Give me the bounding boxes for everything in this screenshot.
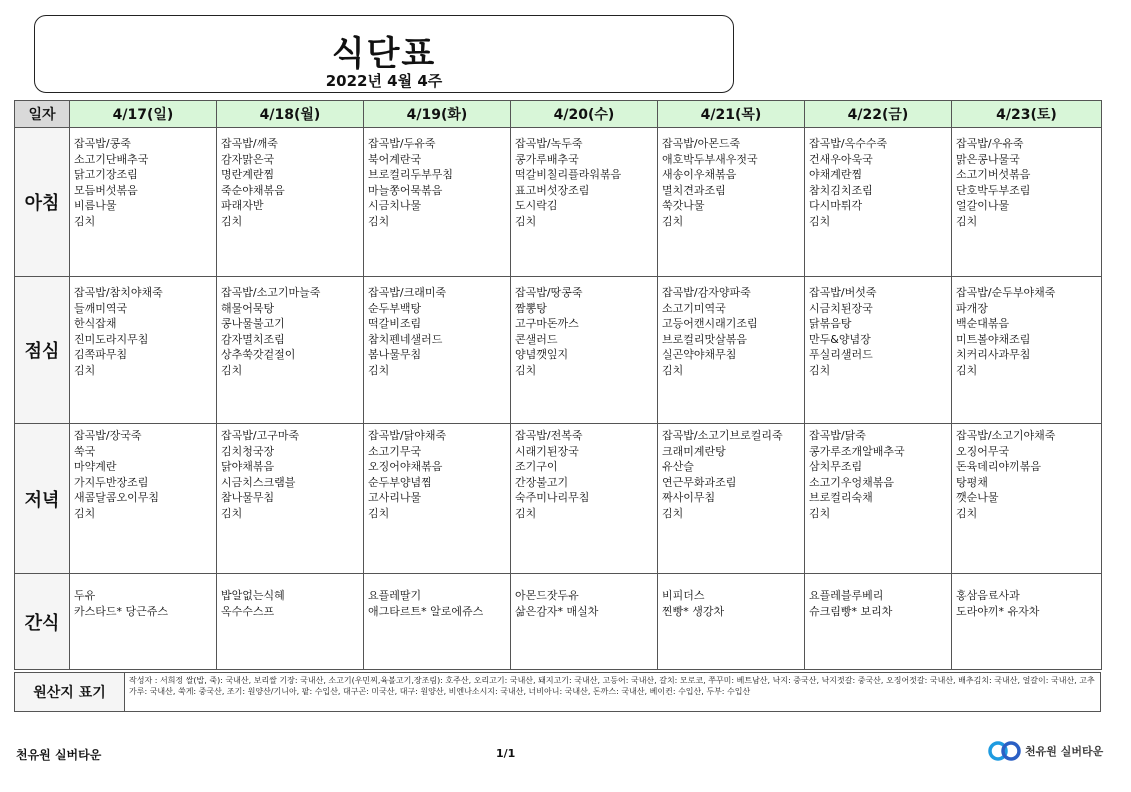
menu-cell: [70, 277, 217, 424]
menu-item: 김치: [368, 363, 390, 377]
meal-label: 아침: [15, 128, 70, 277]
menu-item: 잡곡밥/순두부야채죽: [956, 286, 1056, 299]
menu-item: 김치: [221, 506, 243, 520]
menu-item: 잡곡밥/땅콩죽: [515, 286, 583, 299]
menu-item: 찐빵* 생강차: [662, 604, 725, 618]
menu-cell: [511, 424, 658, 574]
menu-cell: [805, 128, 952, 277]
menu-item: 해물어묵탕: [221, 301, 275, 315]
menu-item: 고등어캔시래기조림: [662, 317, 758, 330]
menu-item: 감자멸치조림: [221, 332, 285, 346]
menu-item: 김치: [74, 363, 96, 377]
menu-cell: [70, 128, 217, 277]
day-header: 4/22(금): [805, 101, 952, 128]
menu-item: 잡곡밥/옥수수죽: [809, 137, 888, 150]
menu-item: 참치김치조림: [809, 183, 873, 197]
meal-label: 저녁: [15, 424, 70, 574]
menu-item: 김치청국장: [221, 444, 275, 458]
menu-cell: [952, 128, 1102, 277]
origin-table: [14, 672, 1101, 712]
menu-item: 잡곡밥/깨죽: [221, 137, 278, 150]
menu-item: 잡곡밥/우유죽: [956, 137, 1024, 150]
menu-item: 김치: [221, 363, 243, 377]
menu-item: 다시마튀각: [809, 199, 863, 212]
menu-item: 야채계란찜: [809, 168, 863, 181]
day-header: 4/20(수): [511, 101, 658, 128]
menu-item: 콩가루조개알배추국: [809, 444, 905, 458]
day-header: 4/19(화): [364, 101, 511, 128]
menu-item: 브로컬리두부무침: [368, 168, 454, 181]
week-label: 2022년 4월 4주: [325, 72, 443, 90]
menu-cell: [511, 574, 658, 670]
menu-item: 잡곡밥/소고기마늘죽: [221, 286, 321, 299]
menu-item: 소고기우엉채볶음: [809, 475, 895, 489]
menu-cell: [364, 277, 511, 424]
day-header: 4/17(일): [70, 101, 217, 128]
menu-item: 만두&양념장: [809, 332, 871, 346]
menu-item: 시금치나물: [368, 199, 422, 212]
menu-item: 깻순나물: [956, 491, 999, 504]
menu-item: 백순대볶음: [956, 317, 1010, 330]
menu-item: 파래자반: [221, 199, 264, 212]
menu-item: 브로컬리맛살볶음: [662, 332, 748, 346]
menu-item: 잡곡밥/닭죽: [809, 429, 866, 442]
menu-item: 김치: [368, 214, 390, 228]
menu-item: 들깨미역국: [74, 301, 128, 315]
menu-cell: [217, 424, 364, 574]
menu-cell: [952, 574, 1102, 670]
menu-item: 죽순야채볶음: [221, 183, 285, 197]
meal-row: [15, 574, 1102, 670]
menu-item: 새송이우채볶음: [662, 168, 737, 181]
menu-item: 아몬드잣두유: [515, 589, 579, 602]
org-name: 천유원 실버타운: [16, 748, 102, 762]
menu-item: 상추쑥갓겉절이: [221, 348, 296, 361]
menu-item: 북어계란국: [368, 152, 422, 166]
menu-item: 잡곡밥/두유죽: [368, 137, 436, 150]
menu-item: 쑥국: [74, 444, 96, 458]
menu-item: 오징어야채볶음: [368, 460, 443, 473]
menu-item: 표고버섯장조림: [515, 183, 590, 197]
menu-item: 순두부양념찜: [368, 475, 432, 489]
menu-item: 콘샐러드: [515, 332, 558, 346]
menu-cell: [217, 128, 364, 277]
logo-text: 천유원 실버타운: [1025, 745, 1104, 758]
menu-cell: [658, 424, 805, 574]
menu-item: 조기구이: [515, 460, 558, 473]
menu-item: 비름나물: [74, 199, 117, 212]
menu-cell: [511, 277, 658, 424]
menu-item: 마늘쫑어묵볶음: [368, 183, 443, 197]
meal-row: [15, 277, 1102, 424]
menu-item: 잡곡밥/전복죽: [515, 429, 583, 442]
menu-item: 잡곡밥/닭야채죽: [368, 429, 447, 442]
menu-cell: [952, 277, 1102, 424]
menu-item: 김치: [662, 363, 684, 377]
menu-item: 소고기단배추국: [74, 152, 149, 166]
menu-item: 짬뽕탕: [515, 301, 547, 315]
menu-item: 떡갈비조림: [368, 317, 422, 330]
menu-item: 잡곡밥/버섯죽: [809, 286, 877, 299]
menu-item: 실곤약야채무침: [662, 348, 737, 361]
meal-label: 간식: [15, 574, 70, 670]
menu-item: 잡곡밥/장국죽: [74, 429, 142, 442]
menu-item: 삶은감자* 매실차: [515, 604, 599, 618]
menu-item: 슈크림빵* 보리차: [809, 604, 893, 618]
menu-item: 비피더스: [662, 589, 705, 602]
menu-cell: [217, 574, 364, 670]
menu-item: 유산슬: [662, 460, 694, 473]
menu-item: 치커리사과무침: [956, 348, 1031, 361]
menu-item: 김치: [956, 363, 978, 377]
menu-item: 봄나물무침: [368, 348, 422, 361]
menu-item: 도시락김: [515, 199, 558, 212]
menu-item: 닭고기장조림: [74, 168, 138, 181]
menu-item: 잡곡밥/녹두죽: [515, 137, 583, 150]
menu-item: 건새우아욱국: [809, 152, 873, 166]
menu-item: 고사리나물: [368, 491, 422, 504]
menu-table: [14, 100, 1102, 670]
page-title: 식단표: [331, 34, 437, 74]
menu-cell: [658, 128, 805, 277]
menu-item: 삼치무조림: [809, 460, 863, 473]
menu-item: 잡곡밥/참치야채죽: [74, 286, 163, 299]
menu-cell: [364, 574, 511, 670]
menu-item: 명란계란찜: [221, 168, 275, 181]
menu-item: 브로컬리숙채: [809, 491, 873, 504]
menu-item: 멸치견과조림: [662, 183, 726, 197]
menu-item: 참치펜네샐러드: [368, 332, 443, 346]
title-box: [34, 15, 734, 93]
menu-item: 짜사이무침: [662, 491, 716, 504]
menu-item: 김치: [809, 214, 831, 228]
menu-item: 콩나물불고기: [221, 317, 285, 330]
menu-item: 크래미계란탕: [662, 444, 726, 458]
menu-item: 미트볼야채조림: [956, 332, 1031, 346]
menu-cell: [805, 277, 952, 424]
menu-item: 도라야끼* 유자차: [956, 604, 1040, 618]
menu-item: 푸실리샐러드: [809, 348, 873, 361]
menu-cell: [217, 277, 364, 424]
menu-item: 김치: [662, 506, 684, 520]
menu-item: 요플레블루베리: [809, 589, 884, 602]
logo-icon: [988, 740, 1022, 762]
menu-item: 잡곡밥/크래미죽: [368, 286, 447, 299]
menu-item: 참나물무침: [221, 491, 275, 504]
menu-item: 옥수수스프: [221, 604, 275, 618]
menu-item: 닭볶음탕: [809, 317, 852, 330]
org-logo: [988, 740, 1103, 762]
day-header: 4/21(목): [658, 101, 805, 128]
menu-item: 김치: [515, 214, 537, 228]
origin-label: 원산지 표기: [15, 673, 125, 712]
menu-item: 두유: [74, 589, 96, 602]
menu-item: 돈육데리야끼볶음: [956, 460, 1042, 473]
menu-item: 김치: [956, 506, 978, 520]
menu-item: 숙주미나리무침: [515, 491, 590, 504]
menu-item: 탕평채: [956, 475, 988, 489]
menu-item: 잡곡밥/소고기야채죽: [956, 429, 1056, 442]
menu-item: 연근무화과조림: [662, 475, 737, 489]
menu-item: 김치: [515, 506, 537, 520]
menu-cell: [658, 277, 805, 424]
menu-item: 시금치스크램블: [221, 475, 296, 489]
menu-item: 김쪽파무침: [74, 348, 128, 361]
menu-item: 가지두반장조림: [74, 475, 149, 489]
menu-item: 김치: [662, 214, 684, 228]
origin-text: 작성자 : 서희정 쌀(밥, 죽): 국내산, 보리쌀 기장: 국내산, 소고기(우민찌,육볼고기,장조림): 호주산, 오리고기: 국내산, 돼지고기: 국내산, 고등어: 국내산, 갈치: 모로코, 쭈꾸미: 베트남산, 낙지: 중국산, 낙지젓갈: 중국산, 오징어젓갈: 국내산, 배추김치: 국내산, 얼갈이: 국내산, 고추가루: 국내산, 쑥게: 중국산, 조기: 원양산/기니아, 팥: 수입산, 대구곤: 미국산, 대구: 원양산, 비엔나소시지: 국내산, 너비아니: 국내산, 돈까스: 국내산, 베이컨: 수입산, 두부: 수입산: [125, 673, 1101, 712]
menu-item: 고구마돈까스: [515, 317, 579, 330]
menu-item: 애호박두부새우젓국: [662, 152, 758, 166]
menu-item: 오징어무국: [956, 444, 1010, 458]
meal-label: 점심: [15, 277, 70, 424]
meal-row: [15, 128, 1102, 277]
menu-item: 김치: [515, 363, 537, 377]
menu-item: 모듬버섯볶음: [74, 183, 138, 197]
menu-cell: [364, 424, 511, 574]
date-header-row: [15, 101, 1102, 128]
menu-item: 양념깻잎지: [515, 348, 569, 361]
menu-item: 순두부백탕: [368, 301, 422, 315]
menu-item: 김치: [74, 506, 96, 520]
menu-item: 밥알없는식혜: [221, 589, 285, 602]
menu-cell: [952, 424, 1102, 574]
menu-item: 간장불고기: [515, 475, 569, 489]
menu-item: 진미도라지무침: [74, 332, 149, 346]
day-header: 4/23(토): [952, 101, 1102, 128]
menu-cell: [364, 128, 511, 277]
menu-item: 요플레딸기: [368, 589, 422, 602]
menu-item: 카스타드* 당근쥬스: [74, 604, 169, 618]
menu-item: 김치: [809, 506, 831, 520]
menu-item: 단호박두부조림: [956, 183, 1031, 197]
menu-cell: [70, 424, 217, 574]
menu-item: 잡곡밥/소고기브로컬리죽: [662, 429, 783, 442]
menu-item: 마약계란: [74, 460, 117, 473]
menu-item: 김치: [956, 214, 978, 228]
menu-item: 쑥갓나물: [662, 199, 705, 212]
menu-item: 파개장: [956, 301, 988, 315]
menu-cell: [511, 128, 658, 277]
menu-item: 잡곡밥/콩죽: [74, 137, 131, 150]
menu-item: 떡갈비칠리플라워볶음: [515, 168, 622, 181]
menu-item: 감자맑은국: [221, 152, 275, 166]
menu-item: 시래기된장국: [515, 444, 579, 458]
day-header: 4/18(월): [217, 101, 364, 128]
menu-cell: [805, 574, 952, 670]
menu-item: 홍삼음료사과: [956, 589, 1020, 602]
menu-item: 김치: [74, 214, 96, 228]
corner-label: 일자: [15, 101, 70, 128]
menu-cell: [658, 574, 805, 670]
menu-item: 애그타르트* 알로에쥬스: [368, 604, 484, 618]
menu-item: 콩가루배추국: [515, 152, 579, 166]
meal-row: [15, 424, 1102, 574]
menu-item: 잡곡밥/감자양파죽: [662, 286, 751, 299]
menu-item: 잡곡밥/고구마죽: [221, 429, 300, 442]
menu-item: 소고기버섯볶음: [956, 168, 1031, 181]
menu-cell: [805, 424, 952, 574]
menu-item: 김치: [809, 363, 831, 377]
menu-item: 김치: [221, 214, 243, 228]
menu-item: 시금치된장국: [809, 301, 873, 315]
menu-item: 잡곡밥/아몬드죽: [662, 137, 741, 150]
menu-item: 닭야채볶음: [221, 460, 275, 473]
menu-item: 소고기미역국: [662, 301, 726, 315]
menu-item: 한식잡채: [74, 317, 117, 330]
menu-item: 얼갈이나물: [956, 199, 1010, 212]
menu-cell: [70, 574, 217, 670]
menu-item: 김치: [368, 506, 390, 520]
menu-item: 맑은콩나물국: [956, 152, 1020, 166]
menu-item: 소고기무국: [368, 444, 422, 458]
page-number: 1/1: [496, 747, 516, 760]
menu-item: 새콤달콤오이무침: [74, 491, 160, 504]
